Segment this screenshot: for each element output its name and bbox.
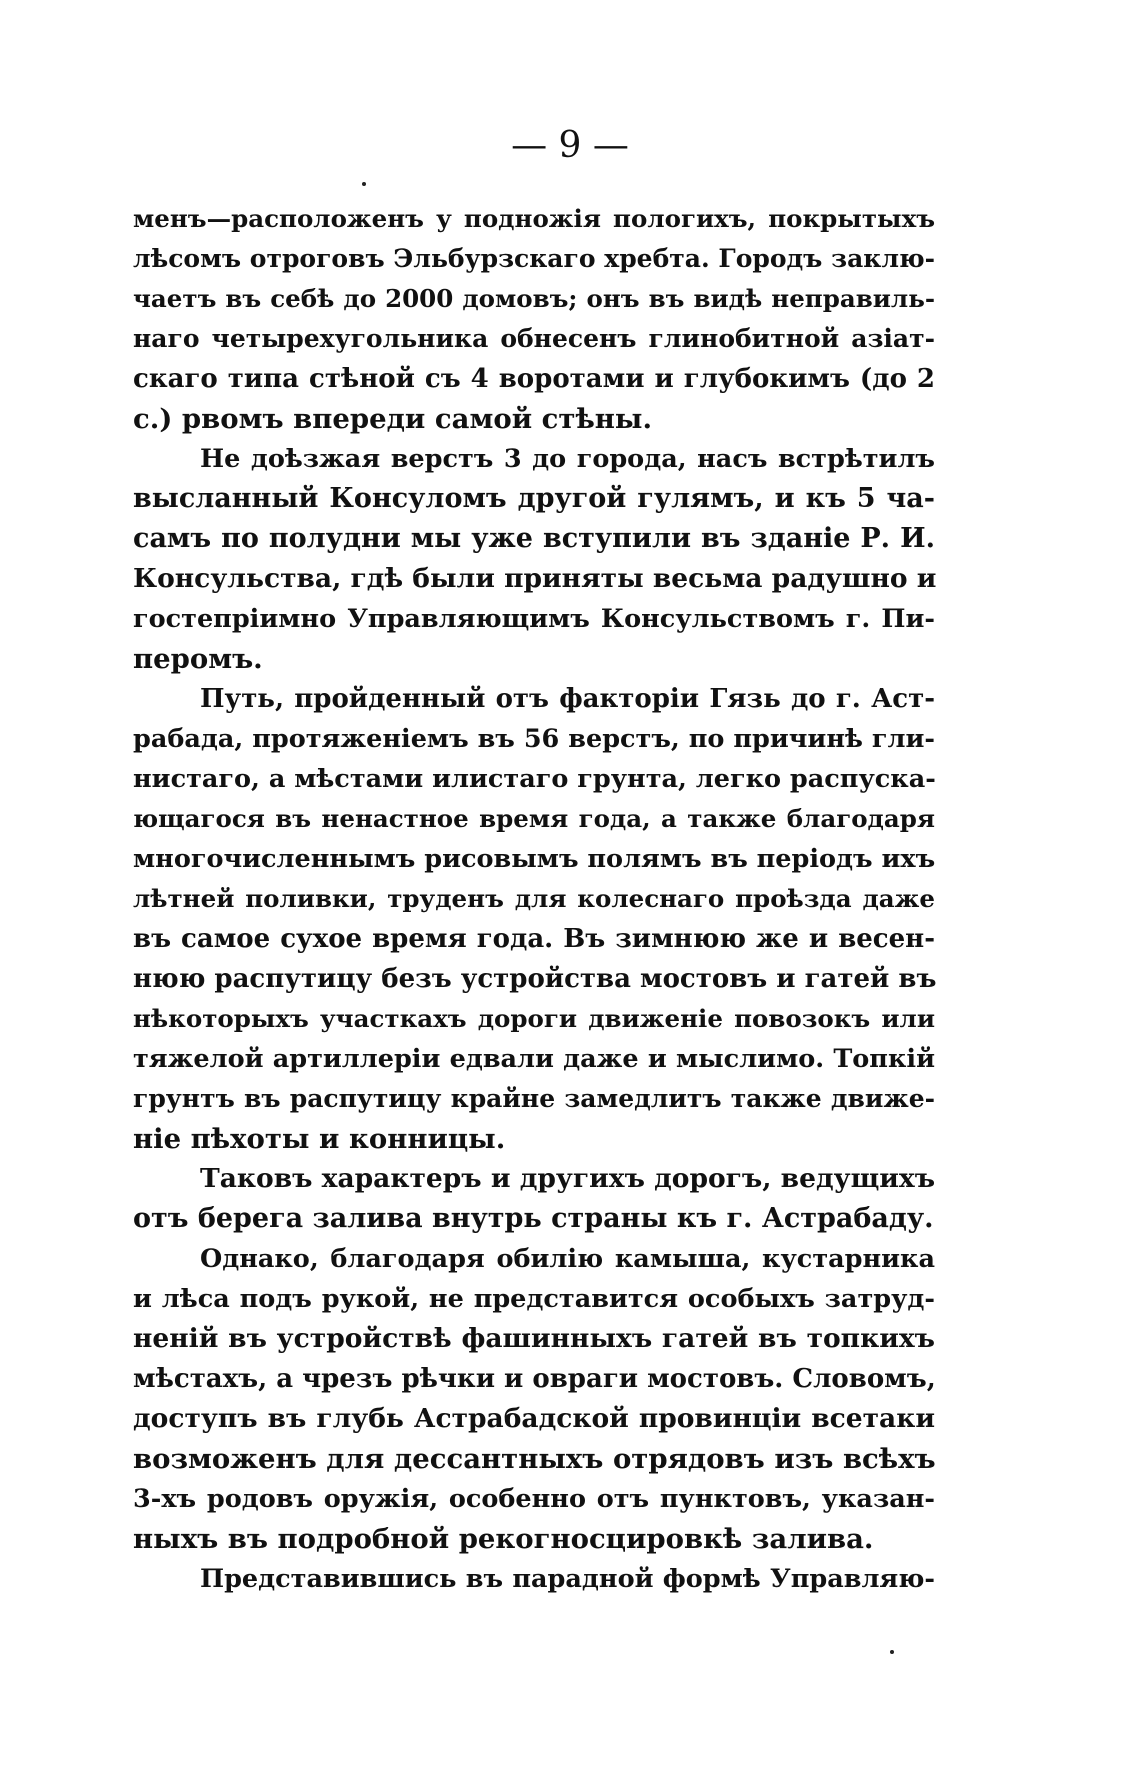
text-line: перомъ.	[133, 643, 263, 675]
text-line: скаго типа стѣной съ 4 воротами и глубокимъ (до 2	[133, 364, 935, 394]
text-line: въ самое сухое время года. Въ зимнюю же и весен-	[133, 924, 935, 954]
text-line: менъ—расположенъ у подножія пологихъ, покрытыхъ	[133, 204, 935, 233]
text-line: и лѣса подъ рукой, не представится особыхъ затруд-	[133, 1284, 935, 1314]
text-line: неній въ устройствѣ фашинныхъ гатей въ топкихъ	[133, 1323, 935, 1354]
ink-speck	[890, 1650, 894, 1654]
text-line: лѣсомъ отроговъ Эльбурзскаго хребта. Городъ заклю-	[133, 244, 935, 273]
text-line: многочисленнымъ рисовымъ полямъ въ періодъ ихъ	[133, 844, 936, 874]
text-line: ющагося въ ненастное время года, а также благодаря	[133, 804, 935, 833]
text-line: грунтъ въ распутицу крайне замедлитъ также движе-	[133, 1084, 935, 1113]
text-line: возможенъ для дессантныхъ отрядовъ изъ всѣхъ	[133, 1443, 936, 1475]
text-line: Однако, благодаря обилію камыша, кустарника	[200, 1244, 935, 1274]
text-line: самъ по полудни мы уже вступили въ зданіе Р. И.	[133, 523, 935, 554]
text-line: Представившись въ парадной формѣ Управляю-	[200, 1564, 935, 1594]
page-number: — 9 —	[511, 125, 629, 166]
text-line: чаетъ въ себѣ до 2000 домовъ; онъ въ видѣ неправиль-	[133, 284, 935, 313]
text-line: тяжелой артиллеріи едвали даже и мыслимо. Топкій	[133, 1044, 935, 1074]
text-line: высланный Консуломъ другой гулямъ, и къ 5 ча-	[133, 483, 935, 514]
text-line: нистаго, а мѣстами илистаго грунта, легко распуска-	[133, 764, 936, 794]
text-line: 3-хъ родовъ оружія, особенно отъ пунктовъ, указан-	[133, 1484, 935, 1514]
text-line: Консульства, гдѣ были приняты весьма радушно и	[133, 563, 937, 594]
text-line: ныхъ въ подробной рекогносцировкѣ залива.	[133, 1523, 874, 1555]
text-line: гостепріимно Управляющимъ Консульствомъ г. Пи-	[133, 604, 935, 634]
text-line: мѣстахъ, а чрезъ рѣчки и овраги мостовъ. Словомъ,	[133, 1364, 936, 1394]
text-line: Таковъ характеръ и другихъ дорогъ, ведущихъ	[200, 1163, 936, 1194]
ink-speck	[362, 182, 366, 186]
text-line: наго четырехугольника обнесенъ глинобитной азіат-	[133, 324, 935, 353]
text-line: отъ берега залива внутрь страны къ г. Астрабаду.	[133, 1203, 934, 1234]
text-line: нюю распутицу безъ устройства мостовъ и гатей въ	[133, 964, 937, 994]
text-line: доступъ въ глубь Астрабадской провинціи всетаки	[133, 1403, 935, 1434]
text-line: Не доѣзжая верстъ 3 до города, насъ встрѣтилъ	[200, 444, 935, 474]
text-line: нѣкоторыхъ участкахъ дороги движеніе повозокъ или	[133, 1004, 935, 1033]
text-line: ніе пѣхоты и конницы.	[133, 1123, 506, 1155]
text-line: рабада, протяженіемъ въ 56 верстъ, по причинѣ гли-	[133, 724, 935, 754]
text-line: Путь, пройденный отъ факторіи Гязь до г. Аст-	[200, 684, 935, 714]
text-line: с.) рвомъ впереди самой стѣны.	[133, 403, 653, 435]
text-line: лѣтней поливки, труденъ для колеснаго проѣзда даже	[133, 884, 935, 913]
